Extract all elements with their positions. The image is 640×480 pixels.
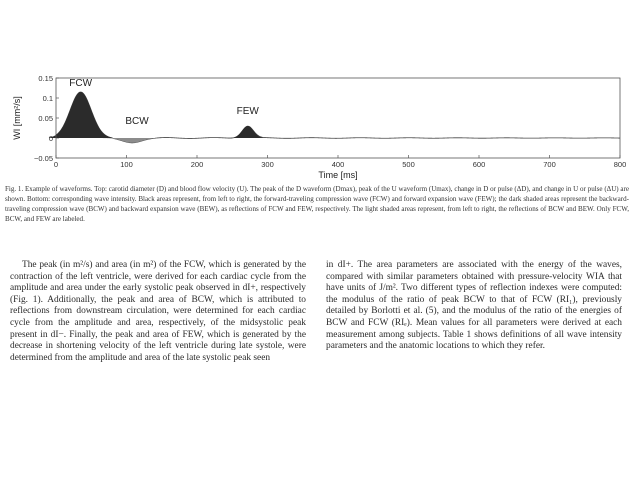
x-tick-label: 400 <box>331 160 345 169</box>
x-tick-label: 0 <box>53 160 59 169</box>
x-axis-label: Time [ms] <box>318 170 358 180</box>
y-tick-label: −0.05 <box>34 154 53 163</box>
x-tick-label: 100 <box>120 160 133 169</box>
x-tick-label: 700 <box>543 160 556 169</box>
y-tick-label: 0.05 <box>38 114 53 123</box>
fcw-area <box>49 92 112 138</box>
body-text-left-column: The peak (in m²/s) and area (in m²) of the FCW, which is generated by the contraction of the left ventricle, were derived for each cardiac cycle from the amplitude and area under the early systolic peak observed in dI+, respectively (Fig. 1). Additionally, the peak and area of BCW, which is attributed to reflections from downstream circulation, were determined for each cardiac cycle from the amplitude and area, respectively, of the midsystolic peak present in dI−. Finally, the peak and area of FEW, which is generated by the decrease in shortening velocity of the left ventricle during late systole, were determined from the amplitude and area of the late systolic peak seen <box>10 260 306 363</box>
figure-number: Fig. 1. <box>5 185 24 193</box>
figure-caption <box>5 184 629 224</box>
x-axis-ticks <box>54 155 626 169</box>
y-tick-label: 0.15 <box>38 74 53 83</box>
x-tick-label: 600 <box>472 160 486 169</box>
y-tick-label: 0 <box>48 134 53 143</box>
few-label: FEW <box>236 106 259 117</box>
y-axis-label: WI [mm²/s] <box>12 96 22 140</box>
wave-intensity-figure <box>0 68 640 180</box>
body-text-right-column: in dI+. The area parameters are associated with the energy of the waves, compared with similar parameters obtained with pressure-velocity WIA that have units of J/m². Two different types of reflection indexes were computed: the modulus of the ratio of peak BCW to that of FCW (RI₁), previously detailed by Borlotti et al. (5), and the modulus of the ratio of the energies of BCW and FCW (RIₑ). Mean values for all parameters were derived at each measurement among subjects. Table 1 shows definitions of all wave intensity parameters and the anatomic locations to which they refer. <box>326 260 622 352</box>
x-tick-label: 200 <box>190 160 204 169</box>
fcw-label: FCW <box>69 78 93 89</box>
y-axis-ticks <box>34 74 59 163</box>
caption-text: Example of waveforms. Top: carotid diameter (D) and blood flow velocity (U). The peak of the D waveform (Dmax), peak of the U waveform (Umax), change in D or pulse (ΔD), and change in U or pulse (ΔU) are shown. Bottom: corresponding wave intensity. Black areas represent, from left to right, the forward-traveling compression wave (FCW) and forward expansion wave (FEW); the dark shaded areas represent the backward-traveling compression wave (BCW) and backward expansion wave (BEW), as reflections of FCW and FEW, respectively. The light shaded areas represent, from left to right, the reflections of BCW and BEW. Only FCW, BCW, and FEW are labeled. <box>5 185 630 223</box>
x-tick-label: 500 <box>402 160 415 169</box>
x-tick-label: 300 <box>261 160 274 169</box>
bcw-label: BCW <box>125 116 149 127</box>
x-tick-label: 800 <box>613 160 627 169</box>
y-tick-label: 0.1 <box>42 94 53 103</box>
